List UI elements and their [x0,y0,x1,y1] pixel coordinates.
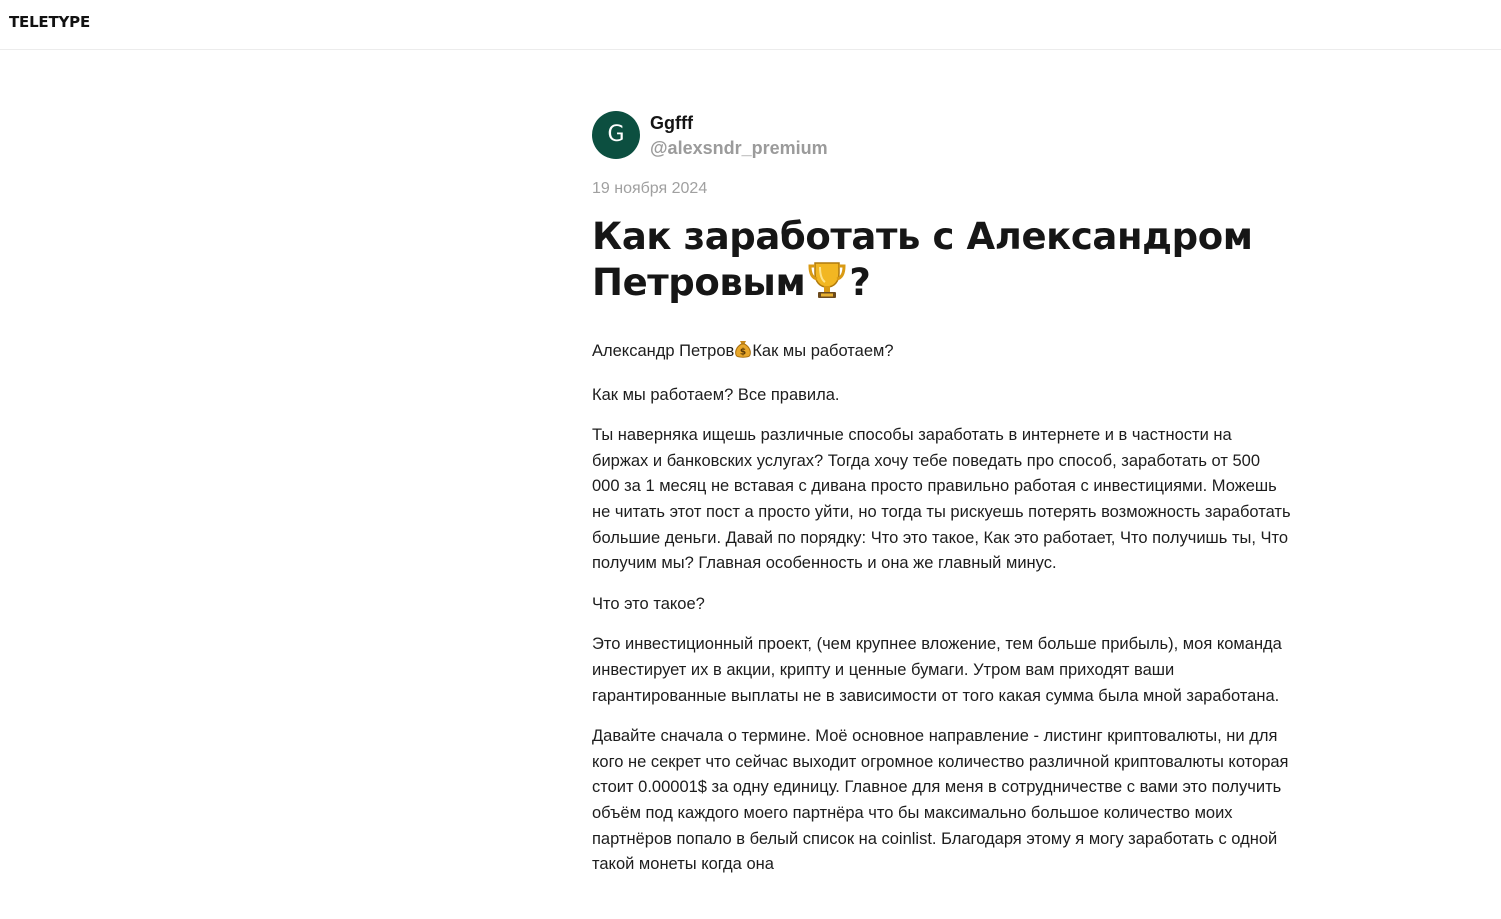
article-title [592,214,1292,311]
teletype-logo[interactable]: TELETYPE [9,13,91,31]
top-bar [0,0,1501,50]
intro-text-2: Как мы работаем? [752,342,894,360]
author-handle[interactable]: @alexsndr_premium [650,138,828,158]
paragraph: Давайте сначала о термине. Моё основное направление - листинг криптовалюты, ни для кого не секрет что сейчас выходит огромное количество различной криптовалюты которая стоит 0.00001$ за одну единицу. Главное для меня в сотрудничестве с вами это получить объём под каждого моего партнёра что бы максимально большое количество моих партнёров попало в белый список на coinlist. Благодаря этому я могу заработать с одной такой монеты когда она [592,727,1289,874]
paragraph: Как мы работаем? Все правила. [592,385,840,404]
article [592,110,1292,893]
paragraph: Что это такое? [592,594,705,613]
avatar[interactable]: G [592,111,640,159]
publish-date: 19 ноября 2024 [592,180,708,197]
money-bag-icon [734,339,752,368]
trophy-icon [807,259,847,311]
paragraph: Ты наверняка ищешь различные способы заработать в интернете и в частности на биржах и банковских услугах? Тогда хочу тебе поведать про способ, заработать от 500 000 за 1 месяц не вставая с дивана просто правильно работая с инвестициями. Можешь не читать этот пост а просто уйти, но тогда ты рискуешь потерять возможность заработать большие деньги. Давай по порядку: Что это такое, Как это работает, Что получишь ты, Что получим мы? Главная особенность и она же главный минус. [592,426,1291,573]
title-question: ? [849,261,871,304]
svg-text:$: $ [740,347,747,358]
title-text: Как заработать с Александром Петровым [592,215,1253,304]
author-block[interactable] [592,110,1292,160]
intro-text: Александр Петров [592,342,735,360]
paragraph: Это инвестиционный проект, (чем крупнее вложение, тем больше прибыль), моя команда инвестирует их в акции, крипту и ценные бумаги. Утром вам приходят ваши гарантированные выплаты не в зависимости от того какая сумма была мной заработана. [592,635,1282,705]
intro-paragraph [592,339,1292,368]
author-name[interactable]: Ggfff [650,113,693,133]
article-body [592,339,1292,878]
